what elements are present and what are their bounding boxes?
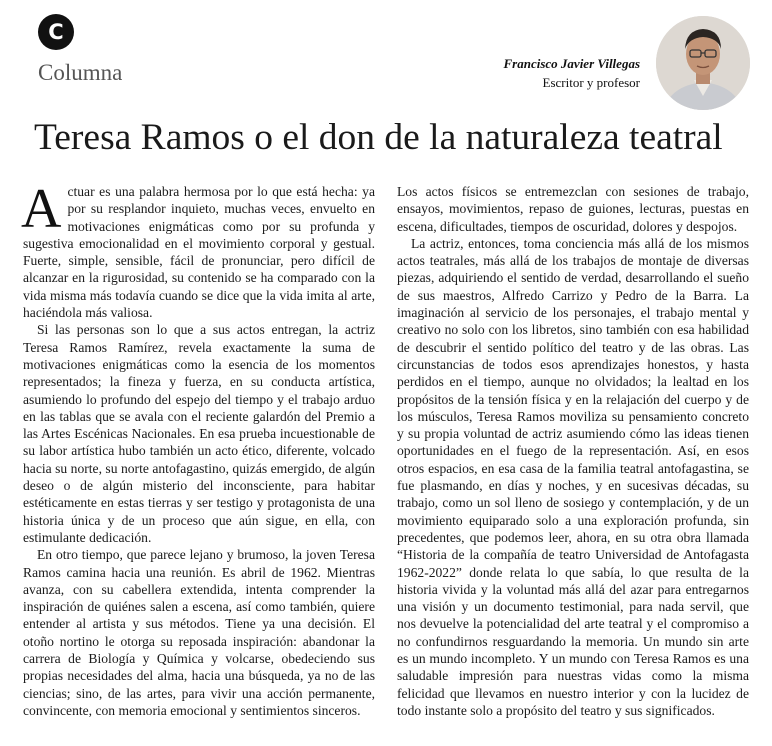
paragraph-text: ctuar es una palabra hermosa por lo que está hecha: ya por su resplandor inquieto, muchas veces, envuelto en motivaciones enigmáticas como por su profunda y sugestiva emocionalidad en el movimiento corporal y gestual. Fuerte, simple, sensible, fácil de pronunciar, pero difícil de alcanzar en la rigurosidad, su contenido se ha comparado con la vida misma más todavía cuando se dice que la vida imita al arte, haciéndola más valiosa.: [23, 184, 375, 321]
article-column-right: [397, 183, 749, 719]
article-paragraph: Si las personas son lo que a sus actos entregan, la actriz Teresa Ramos Ramírez, revela exactamente la suma de motivaciones enigmáticas como la esencia de los momentos representados; la fineza y fuerza, en su conducta artística, asumiendo lo profundo del espejo del tiempo y el trabajo arduo en las tablas que se avala con el reciente galardón del Premio a las Artes Escénicas Nacionales. En esa prueba incuestionable de su labor artística hubo también un acto ético, diferente, volcado hacia su norte, su norte antofagastino, quizás emergido, de algún deseo o de algún misterio del inconsciente, para habitar estéticamente en estas tierras y ser testigo y protagonista de una historia única y de un proceso que aún sigue, en ella, con estimulante dedicación.: [23, 322, 375, 545]
column-badge-icon: C: [38, 14, 74, 50]
drop-cap: A: [21, 178, 62, 240]
article-paragraph: La actriz, entonces, toma conciencia más allá de los mismos actos teatrales, más allá de los trabajos de montaje de diversas piezas, adquiriendo el sentido de verdad, desarrollando el sueño de sus maestros, Alfredo Carrizo y Pedro de la Barra. La imaginación al servicio de los personajes, el trabajo mental y creativo no solo con los libretos, sino también con esa habilidad de descubrir el sentido político del teatro y de las obras. Las circunstancias de todos esos aprendizajes honestos, y hasta perdidos en el tiempo, aunque no olvidados; la lealtad en los propósitos de la tensión física y en la relajación del cuerpo y de los músculos, Teresa Ramos moviliza su pensamiento concreto y su propia voluntad de actriz asumiendo cómo las ideas tienen oportunidades en el fuego de la representación. Así, en esos otros espacios, en esa casa de la familia teatral antofagastina, se fue plasmando, en días y noches, y en sucesivas décadas, su trabajo, como un sol lleno de sosiego y contemplación, y de un movimiento equiparado solo a una exploración profunda, sin precedentes, que podemos leer, ahora, en su otra obra llamada “Historia de la compañía de teatro Universidad de Antofagasta 1962-2022” donde relata lo que sabía, lo que resulta de la historia vivida y la voluntad más allá del azar para entregarnos una visión y un documento testimonial, para nada servil, que nos devuelve la potencialidad del arte teatral y el compromiso a no confundirnos resguardando la memoria. Un mundo sin arte es un mundo incompleto. Y un mundo con Teresa Ramos es una saludable impresión para nuestras vidas como la misma felicidad que llevamos en nuestro interior y con la lucidez de todo instante solo a propósito del teatro y sus significados.: [397, 235, 749, 718]
author-byline: [504, 56, 641, 91]
author-name: Francisco Javier Villegas: [503, 56, 640, 71]
article-title: Teresa Ramos o el don de la naturaleza teatral: [34, 117, 723, 158]
section-label: Columna: [38, 60, 123, 85]
author-portrait-icon: [656, 16, 750, 110]
author-avatar: [656, 16, 750, 110]
article-paragraph: Los actos físicos se entremezclan con sesiones de trabajo, ensayos, movimientos, repaso de guiones, lecturas, puestas en escena, dificultades, tiempos de oscuridad, dolores y despojos.: [397, 184, 749, 234]
article-column-left: [21, 178, 375, 719]
article-paragraph: [21, 178, 375, 321]
author-role: Escritor y profesor: [542, 75, 640, 90]
article-paragraph: En otro tiempo, que parece lejano y brumoso, la joven Teresa Ramos camina hacia una reunión. Es abril de 1962. Mientras avanza, con su cabellera extendida, intenta comprender la inspiración de quiénes salen a escena, así como también, quiere entender al artista y sus métodos. Tiene ya una decisión. El otoño nortino le otorga su reposada inspiración: abandonar la carrera de Biología y Química y volcarse, obedeciendo sus propias necesidades del alma, hacia una búsqueda, ya no de las ciencias; sino, de las artes, para vivir una acción permanente, convincente, con memoria emocional y sentimientos sinceros.: [23, 547, 375, 718]
